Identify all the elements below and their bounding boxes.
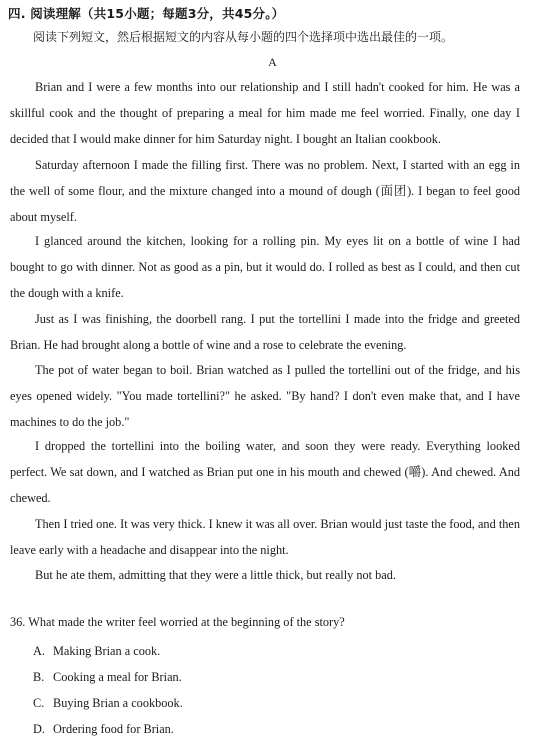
question-36 (10, 615, 345, 630)
passage-paragraph-6: I dropped the tortellini into the boiling water, and soon they were ready. Everything looked perfect. We sat down, and I watched as Brian put one in his mouth and chewed (嚼). And chewed. And chewed. (10, 439, 520, 505)
passage-label: A (268, 55, 277, 69)
section-instruction: 阅读下列短文，然后根据短文的内容从每小题的四个选择项中选出最佳的一项。 (33, 30, 454, 44)
option-letter: B. (33, 670, 45, 684)
option-text: Ordering food for Brian. (53, 722, 174, 736)
option-letter: C. (33, 696, 45, 710)
passage-paragraph-3: I glanced around the kitchen, looking for a rolling pin. My eyes lit on a bottle of wine I had bought to go with dinner. Not as good as a pin, but it would do. I rolled as best as I could, and then cut the dough with a knife. (10, 234, 520, 300)
passage-paragraph-4: Just as I was finishing, the doorbell rang. I put the tortellini I made into the fridge and greeted Brian. He had brought along a bottle of wine and a rose to celebrate the evening. (10, 312, 520, 352)
option-a (33, 644, 160, 659)
passage-paragraph-7: Then I tried one. It was very thick. I knew it was all over. Brian would just taste the food, and then leave early with a headache and disappear into the night. (10, 517, 520, 557)
option-letter: D. (33, 722, 45, 736)
passage-paragraph-5: The pot of water began to boil. Brian watched as I pulled the tortellini out of the fridge, and his eyes opened widely. "You made tortellini?" he asked. "By hand? I don't even make that, and I have machines to do the job." (10, 363, 520, 429)
option-text: Making Brian a cook. (53, 644, 161, 658)
option-c (33, 696, 183, 711)
option-text: Cooking a meal for Brian. (53, 670, 182, 684)
question-text: What made the writer feel worried at the beginning of the story? (28, 615, 345, 629)
option-letter: A. (33, 644, 45, 658)
option-b (33, 670, 182, 685)
passage-paragraph-8: But he ate them, admitting that they were a little thick, but really not bad. (35, 568, 396, 582)
section-heading: 四. 阅读理解（共15小题；每题3分，共45分。） (8, 6, 285, 21)
question-number: 36. (10, 615, 26, 629)
option-text: Buying Brian a cookbook. (53, 696, 183, 710)
option-d (33, 722, 174, 737)
passage-paragraph-1: Brian and I were a few months into our relationship and I still hadn't cooked for him. He was a skillful cook and the thought of preparing a meal for him made me feel worried. Finally, one day I decided that I would make dinner for him Saturday night. I bought an Italian cookbook. (10, 80, 520, 146)
passage-paragraph-2: Saturday afternoon I made the filling first. There was no problem. Next, I started with an egg in the well of some flour, and the mixture changed into a mound of dough (面团). I began to feel good about myself. (10, 158, 520, 224)
